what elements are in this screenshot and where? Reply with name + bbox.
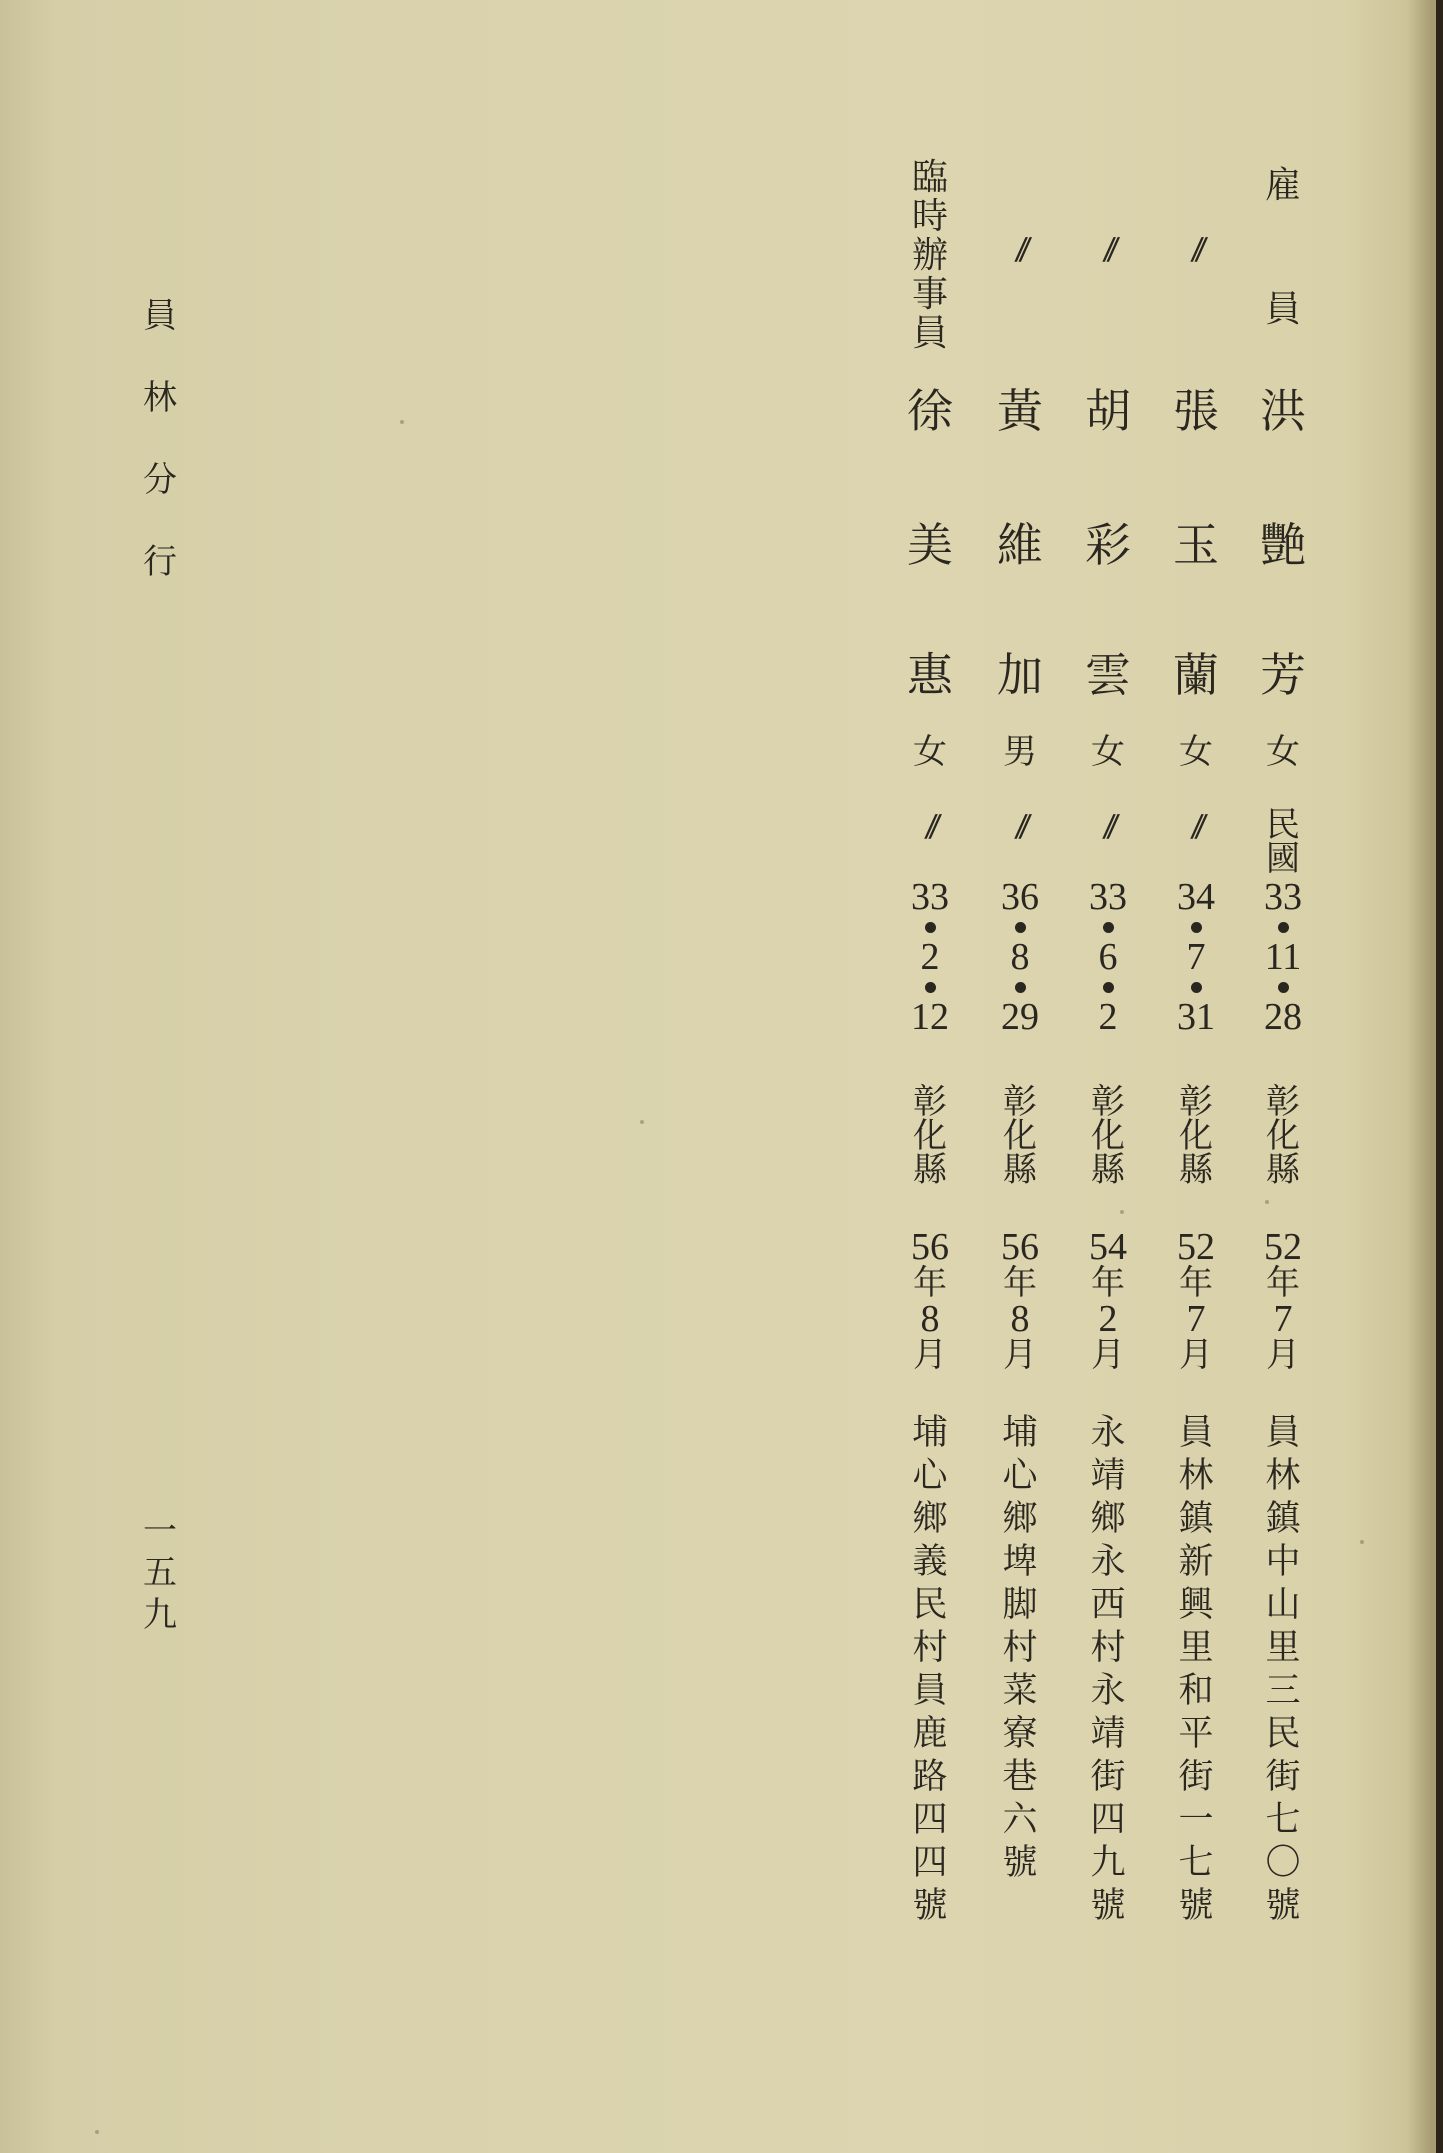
char: 新: [1178, 1542, 1214, 1582]
sex: [1171, 732, 1221, 772]
char: 埤: [1002, 1542, 1038, 1582]
running-header-char: 行: [143, 542, 177, 582]
date-separator-dot: [1258, 976, 1308, 998]
char: 彰: [1266, 1082, 1300, 1122]
char: 年: [913, 1263, 947, 1303]
char: 月: [913, 1335, 947, 1375]
char: 蘭: [1173, 648, 1219, 702]
surname: [1253, 384, 1313, 438]
char: 鄉: [912, 1499, 948, 1539]
char: 月: [1003, 1335, 1037, 1375]
birth-date: [905, 878, 955, 1036]
char: 鎮: [1178, 1499, 1214, 1539]
birth-era: [1083, 809, 1133, 844]
numeral: 8: [1010, 936, 1030, 978]
birth-era: [905, 809, 955, 844]
char: 女: [1091, 732, 1125, 772]
char: 村: [912, 1628, 948, 1668]
ditto-mark: //: [923, 809, 937, 844]
char: 林: [1265, 1456, 1301, 1496]
start-date: [1171, 1226, 1221, 1375]
char: 心: [912, 1456, 948, 1496]
sex: [1083, 732, 1133, 772]
numeral: 8: [920, 1298, 940, 1340]
char: 女: [1179, 732, 1213, 772]
address: [1083, 1412, 1133, 1928]
char: 艷: [1260, 518, 1306, 572]
char: 辦: [911, 234, 948, 276]
native-place: [1083, 1082, 1133, 1190]
char: 維: [997, 518, 1043, 572]
surname: [1078, 384, 1138, 438]
numeral: 2: [1098, 1298, 1118, 1340]
date-separator-dot: [1083, 916, 1133, 938]
char: 七: [1178, 1843, 1214, 1883]
char: 年: [1003, 1263, 1037, 1303]
birth-date: [1258, 878, 1308, 1036]
char: 員: [912, 1671, 948, 1711]
numeral: 6: [1098, 936, 1118, 978]
numeral: 28: [1264, 996, 1302, 1038]
start-date: [995, 1226, 1045, 1375]
date-separator-dot: [905, 916, 955, 938]
char: 號: [1090, 1886, 1126, 1926]
char: 埔: [1002, 1413, 1038, 1453]
page-edge-shadow: [1436, 0, 1443, 2153]
page-number-char: 一: [143, 1511, 177, 1551]
char: 胡: [1085, 384, 1131, 438]
char: 脚: [1002, 1585, 1038, 1625]
char: 一: [1178, 1800, 1214, 1840]
given-name-1: [900, 518, 960, 572]
numeral: 34: [1177, 876, 1215, 918]
numeral: 7: [1273, 1298, 1293, 1340]
surname: [1166, 384, 1226, 438]
native-place: [1258, 1082, 1308, 1190]
date-separator-dot: [995, 976, 1045, 998]
char: 彰: [1003, 1082, 1037, 1122]
char: 永: [1090, 1542, 1126, 1582]
date-separator-dot: [1083, 976, 1133, 998]
ditto-mark: //: [1013, 232, 1027, 267]
char: 縣: [1091, 1150, 1125, 1190]
given-name-2: [1253, 648, 1313, 702]
char: 縣: [1266, 1150, 1300, 1190]
address: [1258, 1412, 1308, 1928]
char: 里: [1178, 1628, 1214, 1668]
char: 月: [1091, 1335, 1125, 1375]
char: 和: [1178, 1671, 1214, 1711]
given-name-1: [990, 518, 1050, 572]
given-name-2: [900, 648, 960, 702]
native-place: [1171, 1082, 1221, 1190]
char: 化: [1003, 1116, 1037, 1156]
char: 玉: [1173, 518, 1219, 572]
char: 山: [1265, 1585, 1301, 1625]
birth-era: [1171, 809, 1221, 844]
role: [905, 157, 955, 354]
char: 縣: [1003, 1150, 1037, 1190]
char: 彩: [1085, 518, 1131, 572]
char: 巷: [1002, 1757, 1038, 1797]
char: 化: [913, 1116, 947, 1156]
char: 員: [1264, 288, 1301, 330]
char: 民: [1266, 805, 1300, 845]
numeral: 2: [1098, 996, 1118, 1038]
sex: [995, 732, 1045, 772]
numeral: 11: [1264, 936, 1302, 978]
char: 民: [1265, 1714, 1301, 1754]
paper-speck: [1110, 1090, 1114, 1094]
char: 七: [1265, 1800, 1301, 1840]
char: 四: [912, 1843, 948, 1883]
char: 彰: [1179, 1082, 1213, 1122]
char: 靖: [1090, 1456, 1126, 1496]
running-header-char: 員: [143, 296, 177, 336]
char: 村: [1002, 1628, 1038, 1668]
running-header-char: 分: [143, 460, 177, 500]
char: 事: [911, 273, 948, 315]
numeral: 29: [1001, 996, 1039, 1038]
paper-speck: [640, 1120, 644, 1124]
char: 村: [1090, 1628, 1126, 1668]
char: 永: [1090, 1671, 1126, 1711]
char: 街: [1178, 1757, 1214, 1797]
date-separator-dot: [1171, 976, 1221, 998]
char: 洪: [1260, 384, 1306, 438]
birth-date: [995, 878, 1045, 1036]
ditto-mark: //: [1189, 809, 1203, 844]
char: 中: [1265, 1542, 1301, 1582]
char: 雇: [1264, 165, 1301, 206]
numeral: 2: [920, 936, 940, 978]
char: 四: [1090, 1800, 1126, 1840]
char: 國: [1266, 839, 1300, 879]
role: [995, 232, 1045, 267]
birth-era: [1258, 805, 1308, 879]
paper-speck: [95, 2130, 99, 2134]
numeral: 31: [1177, 996, 1215, 1038]
numeral: 33: [911, 876, 949, 918]
char: 彰: [913, 1082, 947, 1122]
surname: [990, 384, 1050, 438]
ditto-mark: //: [1101, 809, 1115, 844]
char: 月: [1179, 1335, 1213, 1375]
date-separator-dot: [1258, 916, 1308, 938]
numeral: 52: [1177, 1226, 1215, 1268]
char: 義: [912, 1542, 948, 1582]
ditto-mark: //: [1189, 232, 1203, 267]
paper-speck: [400, 420, 404, 424]
char: 年: [1091, 1263, 1125, 1303]
numeral: 8: [1010, 1298, 1030, 1340]
paper-speck: [1120, 1210, 1124, 1214]
numeral: 12: [911, 996, 949, 1038]
char: 女: [913, 732, 947, 772]
char: 女: [1266, 732, 1300, 772]
start-date: [1258, 1226, 1308, 1375]
char: 加: [997, 648, 1043, 702]
char: 街: [1090, 1757, 1126, 1797]
native-place: [905, 1082, 955, 1190]
char: 鄉: [1002, 1499, 1038, 1539]
char: 員: [1265, 1413, 1301, 1453]
birth-date: [1171, 878, 1221, 1036]
role: [1083, 232, 1133, 267]
char: 員: [1178, 1413, 1214, 1453]
char: 平: [1178, 1714, 1214, 1754]
char: 化: [1091, 1116, 1125, 1156]
char: 鎮: [1265, 1499, 1301, 1539]
char: 里: [1265, 1628, 1301, 1668]
paper-speck: [1265, 1200, 1269, 1204]
start-date: [1083, 1226, 1133, 1375]
given-name-2: [990, 648, 1050, 702]
page-number-char: 九: [143, 1595, 177, 1635]
char: 號: [1002, 1843, 1038, 1883]
char: 街: [1265, 1757, 1301, 1797]
role: [1253, 165, 1313, 331]
running-header: [130, 275, 190, 603]
char: 化: [1179, 1116, 1213, 1156]
given-name-1: [1166, 518, 1226, 572]
native-place: [995, 1082, 1045, 1190]
char: 臨: [911, 157, 948, 198]
char: 心: [1002, 1456, 1038, 1496]
char: 民: [912, 1585, 948, 1625]
char: 張: [1173, 384, 1219, 438]
char: 三: [1265, 1671, 1301, 1711]
char: 林: [1178, 1456, 1214, 1496]
char: 雲: [1085, 648, 1131, 702]
char: 年: [1266, 1263, 1300, 1303]
char: 四: [912, 1800, 948, 1840]
given-name-2: [1078, 648, 1138, 702]
char: 永: [1090, 1413, 1126, 1453]
numeral: 7: [1186, 1298, 1206, 1340]
start-date: [905, 1226, 955, 1375]
char: 鄉: [1090, 1499, 1126, 1539]
running-header-char: 林: [143, 378, 177, 418]
char: 六: [1002, 1800, 1038, 1840]
char: 菜: [1002, 1671, 1038, 1711]
numeral: 54: [1089, 1226, 1127, 1268]
sex: [905, 732, 955, 772]
char: 〇: [1265, 1843, 1301, 1883]
given-name-1: [1253, 518, 1313, 572]
char: 縣: [913, 1150, 947, 1190]
numeral: 56: [1001, 1226, 1039, 1268]
char: 靖: [1090, 1714, 1126, 1754]
char: 興: [1178, 1585, 1214, 1625]
given-name-2: [1166, 648, 1226, 702]
char: 號: [1178, 1886, 1214, 1926]
page-number: [130, 1510, 190, 1636]
char: 惠: [907, 648, 953, 702]
date-separator-dot: [1171, 916, 1221, 938]
ditto-mark: //: [1013, 809, 1027, 844]
ditto-mark: //: [1101, 232, 1115, 267]
char: 彰: [1091, 1082, 1125, 1122]
char: 員: [911, 312, 948, 354]
surname: [900, 384, 960, 438]
date-separator-dot: [905, 976, 955, 998]
char: 寮: [1002, 1714, 1038, 1754]
char: 鹿: [912, 1714, 948, 1754]
char: 號: [1265, 1886, 1301, 1926]
numeral: 52: [1264, 1226, 1302, 1268]
char: 男: [1003, 732, 1037, 772]
char: 號: [912, 1886, 948, 1926]
date-separator-dot: [995, 916, 1045, 938]
char: 美: [907, 518, 953, 572]
numeral: 33: [1089, 876, 1127, 918]
char: 時: [911, 195, 948, 237]
address: [905, 1412, 955, 1928]
address: [1171, 1412, 1221, 1928]
char: 九: [1090, 1843, 1126, 1883]
given-name-1: [1078, 518, 1138, 572]
char: 埔: [912, 1413, 948, 1453]
numeral: 7: [1186, 936, 1206, 978]
sex: [1258, 732, 1308, 772]
numeral: 33: [1264, 876, 1302, 918]
char: 化: [1266, 1116, 1300, 1156]
role: [1171, 232, 1221, 267]
char: 年: [1179, 1263, 1213, 1303]
numeral: 36: [1001, 876, 1039, 918]
birth-era: [995, 809, 1045, 844]
char: 徐: [907, 384, 953, 438]
address: [995, 1412, 1045, 1885]
numeral: 56: [911, 1226, 949, 1268]
char: 縣: [1179, 1150, 1213, 1190]
birth-date: [1083, 878, 1133, 1036]
char: 路: [912, 1757, 948, 1797]
char: 黃: [997, 384, 1043, 438]
paper-speck: [1360, 1540, 1364, 1544]
paper-speck: [1190, 1860, 1194, 1864]
char: 西: [1090, 1585, 1126, 1625]
char: 芳: [1260, 648, 1306, 702]
page-number-char: 五: [143, 1553, 177, 1593]
char: 月: [1266, 1335, 1300, 1375]
